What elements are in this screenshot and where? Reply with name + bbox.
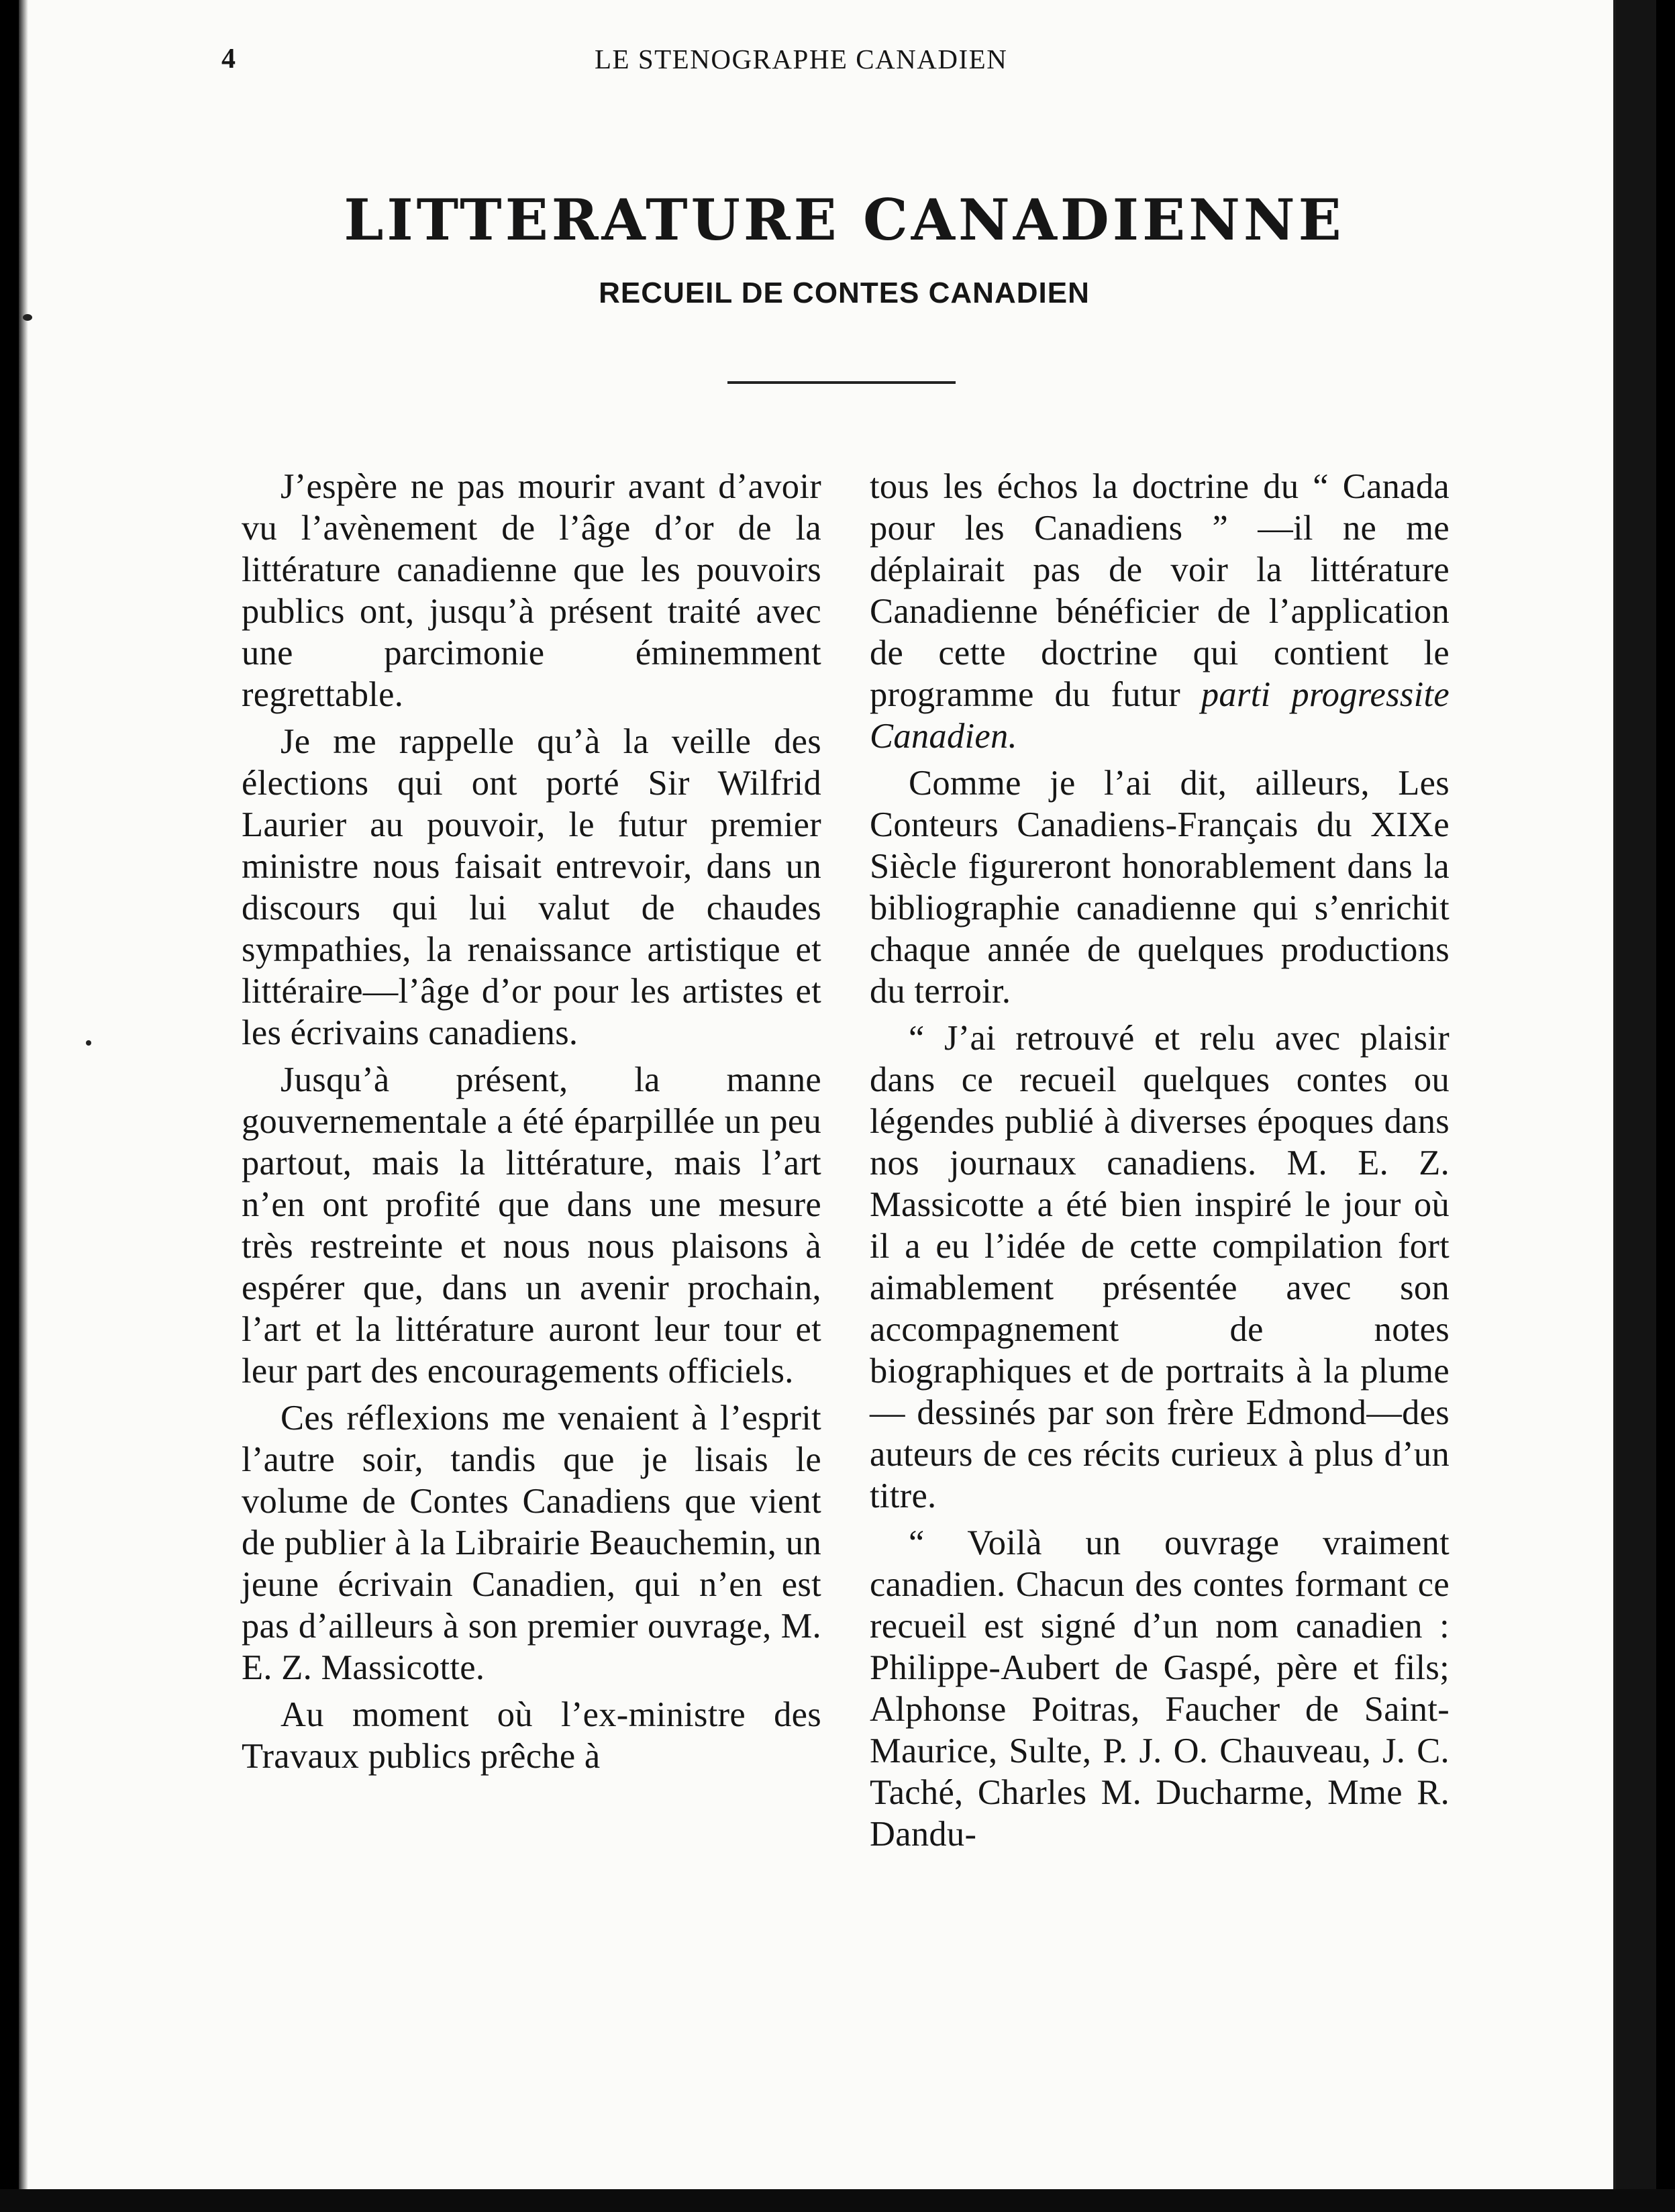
right-paragraph-2: Comme je l’ai dit, ailleurs, Les Conteurs Canadiens-Français du XIXe Siècle figureront honorablement dans la bibliographie canadienne qui s’enrichit chaque année de quelques productions du terroir. <box>870 764 1450 1011</box>
scan-border-bottom <box>0 2189 1675 2212</box>
page-number: 4 <box>221 44 236 74</box>
left-paragraph-5: Au moment où l’ex-ministre des Travaux publics prêche à <box>242 1695 821 1776</box>
right-paragraph-4: “ Voilà un ouvrage vraiment canadien. Chacun des contes formant ce recueil est signé d’un nom canadien : Philippe-Aubert de Gaspé, père et fils; Alphonse Poitras, Faucher de Saint-Maurice, Sulte, P. J. O. Chauveau, J. C. Taché, Charles M. Ducharme, Mme R. Dandu- <box>870 1523 1450 1854</box>
scan-border-right <box>1616 0 1656 2212</box>
right-paragraph-1 <box>870 466 1450 757</box>
page-gutter-shadow <box>19 0 28 2189</box>
title-divider <box>727 381 956 384</box>
right-paragraph-3: “ J’ai retrouvé et relu avec plaisir dans ce recueil quelques contes ou légendes publié à diverses époques dans nos journaux canadiens. M. E. Z. Massicotte a été bien inspiré le jour où il a eu l’idée de cette compilation fort aimablement présentée avec son accompagnement de notes biographiques et de portraits à la plume — dessinés par son frère Edmond—des auteurs de ces récits curieux à plus d’un titre. <box>870 1019 1450 1515</box>
left-column <box>242 466 821 1777</box>
left-paragraph-2: Je me rappelle qu’à la veille des élections qui ont porté Sir Wilfrid Laurier au pouvoir, le futur premier ministre nous faisait entrevoir, dans un discours qui lui valut de chaudes sympathies, la renaissance artistique et littéraire—l’âge d’or pour les artistes et les écrivains canadiens. <box>242 722 821 1052</box>
scanned-page <box>19 0 1616 2189</box>
running-title: LE STENOGRAPHE CANADIEN <box>595 44 1008 74</box>
scan-speck <box>23 314 32 321</box>
article-subtitle: RECUEIL DE CONTES CANADIEN <box>599 276 1090 309</box>
right-column <box>870 466 1450 1855</box>
right-paragraph-1-text: tous les échos la doctrine du “ Canada pour les Canadiens ” —il ne me déplairait pas de voir la littérature Canadienne bénéficier de l’application de cette doctrine qui contient le programme du futur <box>870 467 1450 714</box>
left-paragraph-1: J’espère ne pas mourir avant d’avoir vu l’avènement de l’âge d’or de la littérature canadienne que les pouvoirs publics ont, jusqu’à présent traité avec une parcimonie éminemment regrettable. <box>242 467 821 714</box>
left-paragraph-4: Ces réflexions me venaient à l’esprit l’autre soir, tandis que je lisais le volume de Contes Canadiens que vient de publier à la Librairie Beauchemin, un jeune écrivain Canadien, qui n’en est pas d’ailleurs à son premier ouvrage, M. E. Z. Massicotte. <box>242 1399 821 1687</box>
right-paragraph-1-italic: parti progressite Canadien. <box>870 675 1450 756</box>
article-title: LITTERATURE CANADIENNE <box>344 187 1345 253</box>
left-paragraph-3: Jusqu’à présent, la manne gouvernementale a été éparpillée un peu partout, mais la littérature, mais l’art n’en ont profité que dans une mesure très restreinte et nous nous plaisons à espérer que, dans un avenir prochain, l’art et la littérature auront leur tour et leur part des encouragements officiels. <box>242 1060 821 1391</box>
scan-speck <box>86 1040 91 1046</box>
